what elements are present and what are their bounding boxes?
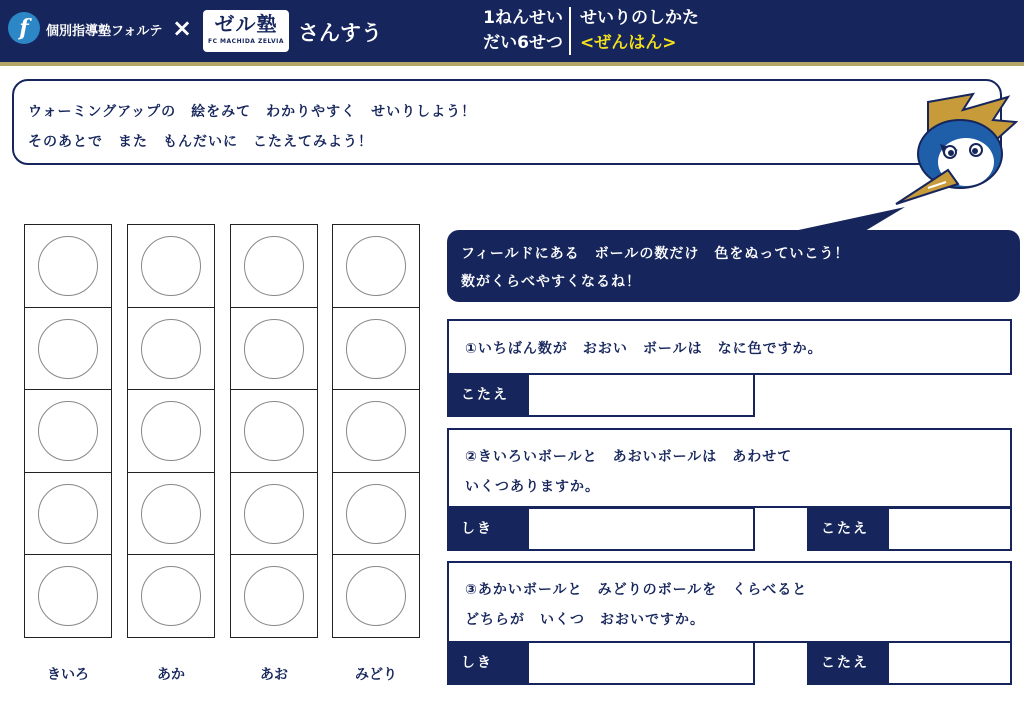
grid-cell[interactable]: [230, 554, 318, 638]
grid-cell[interactable]: [24, 554, 112, 638]
zel-logo-main: ゼル塾: [214, 12, 278, 36]
grid-cell[interactable]: [127, 389, 215, 473]
grid-column-red: [127, 224, 215, 638]
grid-cell[interactable]: [230, 389, 318, 473]
grid-cell[interactable]: [24, 224, 112, 308]
color-circle[interactable]: [141, 401, 201, 461]
question-1-box: [447, 319, 1012, 375]
color-circle[interactable]: [141, 236, 201, 296]
question-1-answer-row: [447, 373, 755, 417]
grade-info: [455, 6, 563, 56]
question-2-box: [447, 428, 1012, 508]
color-circle[interactable]: [244, 484, 304, 544]
grid-column-yellow: [24, 224, 112, 638]
color-circle[interactable]: [346, 401, 406, 461]
unit-title: [580, 6, 699, 56]
color-circle[interactable]: [244, 401, 304, 461]
warmup-line-1: ウォーミングアップの 絵をみて わかりやすく せいりしよう！: [28, 104, 477, 120]
color-circle[interactable]: [141, 484, 201, 544]
header-bar: [0, 0, 1024, 62]
color-circle[interactable]: [346, 566, 406, 626]
color-circle[interactable]: [346, 319, 406, 379]
question-3-text-2: どちらが いくつ おおいですか。: [465, 612, 705, 628]
grid-cell[interactable]: [332, 472, 420, 556]
grid-cell[interactable]: [332, 307, 420, 391]
question-3-answer-field[interactable]: [887, 641, 1012, 685]
column-label-green: みどり: [355, 667, 397, 683]
color-circle[interactable]: [346, 236, 406, 296]
question-3-shiki-field[interactable]: [527, 641, 755, 685]
zel-juku-logo: [203, 10, 289, 52]
grade-line-2: だい6せつ: [483, 33, 563, 53]
grid-cell[interactable]: [24, 307, 112, 391]
color-circle[interactable]: [244, 236, 304, 296]
color-circle[interactable]: [346, 484, 406, 544]
color-circle[interactable]: [38, 401, 98, 461]
unit-line-1: せいりのしかた: [580, 8, 699, 28]
grid-cell[interactable]: [230, 472, 318, 556]
question-3-text-1: ③あかいボールと みどりのボールを くらべると: [465, 582, 808, 598]
header-divider: [569, 7, 571, 55]
brand-name: 個別指導塾フォルテ: [46, 24, 163, 39]
color-circle[interactable]: [141, 319, 201, 379]
shiki-label: しき: [447, 641, 529, 685]
question-2-shiki-row: [447, 507, 755, 551]
subject-title: さんすう: [298, 21, 382, 45]
grid-column-blue: [230, 224, 318, 638]
color-circle[interactable]: [38, 319, 98, 379]
color-circle[interactable]: [38, 484, 98, 544]
grid-cell[interactable]: [127, 554, 215, 638]
grid-cell[interactable]: [127, 224, 215, 308]
answer-label: こたえ: [447, 373, 529, 417]
question-3-box: [447, 561, 1012, 643]
question-2-shiki-field[interactable]: [527, 507, 755, 551]
mascot-bird-icon: [888, 92, 1018, 220]
question-1-answer-field[interactable]: [527, 373, 755, 417]
question-3-answer-row: [807, 641, 1012, 685]
grid-cell[interactable]: [127, 472, 215, 556]
color-circle[interactable]: [38, 236, 98, 296]
forte-logo-icon: f: [8, 12, 40, 44]
shiki-label: しき: [447, 507, 529, 551]
header-stripe: [0, 62, 1024, 66]
column-label-yellow: きいろ: [47, 667, 89, 683]
grid-column-green: [332, 224, 420, 638]
column-label-blue: あお: [260, 667, 288, 683]
color-circle[interactable]: [141, 566, 201, 626]
grid-cell[interactable]: [24, 472, 112, 556]
question-2-text-1: ②きいろいボールと あおいボールは あわせて: [465, 449, 793, 465]
question-2-answer-row: [807, 507, 1012, 551]
grid-cell[interactable]: [230, 224, 318, 308]
column-label-red: あか: [157, 667, 185, 683]
question-3-shiki-row: [447, 641, 755, 685]
grid-cell[interactable]: [332, 224, 420, 308]
grid-cell[interactable]: [230, 307, 318, 391]
answer-label: こたえ: [807, 507, 889, 551]
grade-line-1: 1ねんせい: [483, 8, 563, 28]
instruction-bubble: [447, 230, 1020, 302]
color-circle[interactable]: [38, 566, 98, 626]
grid-cell[interactable]: [24, 389, 112, 473]
times-symbol: ×: [172, 14, 193, 42]
zel-logo-sub: FC MACHIDA ZELVIA: [207, 38, 285, 45]
color-circle[interactable]: [244, 566, 304, 626]
grid-cell[interactable]: [332, 554, 420, 638]
warmup-bubble: [12, 79, 1002, 165]
instruction-line-2: 数がくらべやすくなるね！: [461, 274, 641, 290]
question-1-text: ①いちばん数が おおい ボールは なに色ですか。: [465, 341, 823, 357]
grid-cell[interactable]: [332, 389, 420, 473]
question-2-answer-field[interactable]: [887, 507, 1012, 551]
unit-line-2: <ぜんはん>: [580, 33, 677, 53]
question-2-text-2: いくつありますか。: [465, 479, 600, 495]
color-circle[interactable]: [244, 319, 304, 379]
warmup-line-2: そのあとで また もんだいに こたえてみよう！: [28, 134, 373, 150]
instruction-line-1: フィールドにある ボールの数だけ 色をぬっていこう！: [461, 246, 850, 262]
grid-cell[interactable]: [127, 307, 215, 391]
answer-label: こたえ: [807, 641, 889, 685]
